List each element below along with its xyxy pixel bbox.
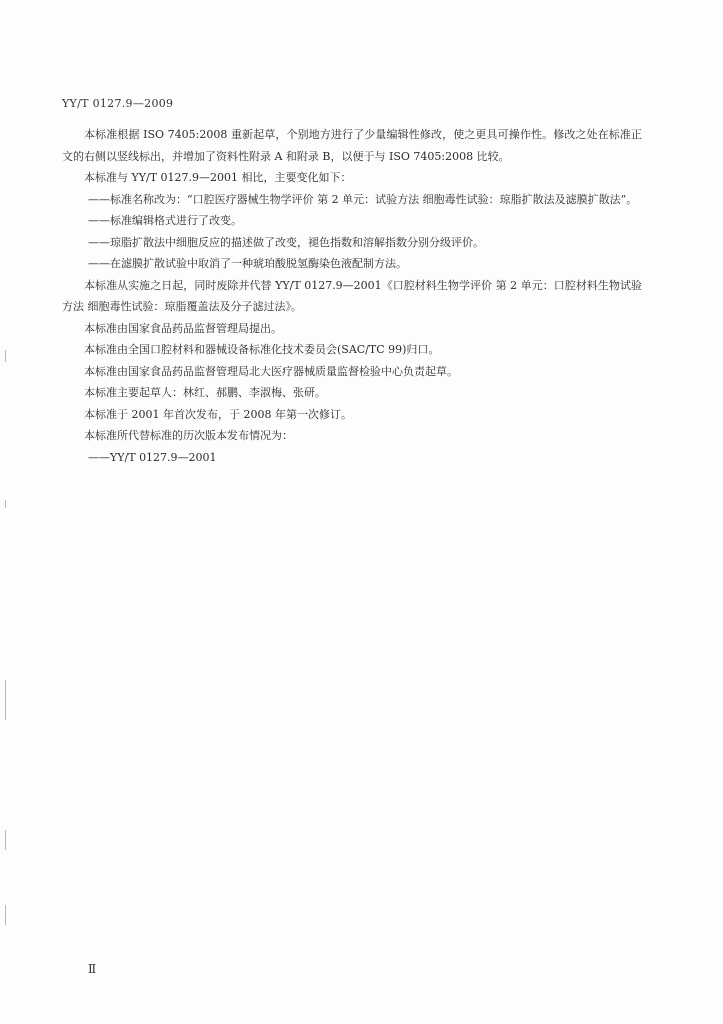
previous-edition-item: ——YY/T 0127.9—2001	[88, 450, 217, 464]
scan-artifact-line	[5, 500, 6, 508]
scan-artifact-line	[5, 905, 6, 925]
scan-artifact-line	[5, 350, 6, 362]
paragraph-committee: 本标准由全国口腔材料和器械设备标准化技术委员会(SAC/TC 99)归口。	[84, 343, 440, 356]
paragraph-previous-editions: 本标准所代替标准的历次版本发布情况为：	[84, 429, 293, 442]
change-item-filter: ——在滤膜扩散试验中取消了一种琥珀酸脱氢酶染色液配制方法。	[88, 257, 407, 270]
paragraph-drafter-org: 本标准由国家食品药品监督管理局北大医疗器械质量监督检验中心负责起草。	[84, 364, 458, 378]
scan-artifact-line	[5, 830, 6, 850]
paragraph-proposer: 本标准由国家食品药品监督管理局提出。	[84, 321, 282, 335]
paragraph-drafters: 本标准主要起草人：林红、郝鹏、李淑梅、张研。	[84, 386, 326, 399]
paragraph-history: 本标准于 2001 年首次发布，于 2008 年第一次修订。	[84, 407, 352, 421]
scan-artifact-line	[5, 680, 6, 720]
paragraph-replacement: 本标准从实施之日起，同时废除并代替 YY/T 0127.9—2001《口腔材料生物学评价 第 2 单元：口腔材料生物试验方法 细胞毒性试验：琼脂覆盖法及分子滤过法》。	[62, 278, 642, 313]
page-number: Ⅱ	[88, 962, 97, 976]
paragraph-basis: 本标准根据 ISO 7405:2008 重新起草，个别地方进行了少量编辑性修改，使之更具可操作性。修改之处在标准正文的右侧以竖线标出，并增加了资料性附录 A 和附录 B，以便于与 ISO 7405:2008 比较。	[62, 128, 642, 163]
change-item-format: ——标准编辑格式进行了改变。	[88, 214, 242, 227]
standard-code-header: YY/T 0127.9—2009	[62, 97, 174, 110]
paragraph-changes-intro: 本标准与 YY/T 0127.9—2001 相比，主要变化如下：	[84, 171, 352, 184]
foreword-body	[62, 124, 642, 468]
change-item-title: ——标准名称改为：“口腔医疗器械生物学评价 第 2 单元：试验方法 细胞毒性试验：琼脂扩散法及滤膜扩散法”。	[88, 192, 638, 206]
change-item-agar: ——琼脂扩散法中细胞反应的描述做了改变，褪色指数和溶解指数分别分级评价。	[88, 235, 484, 249]
